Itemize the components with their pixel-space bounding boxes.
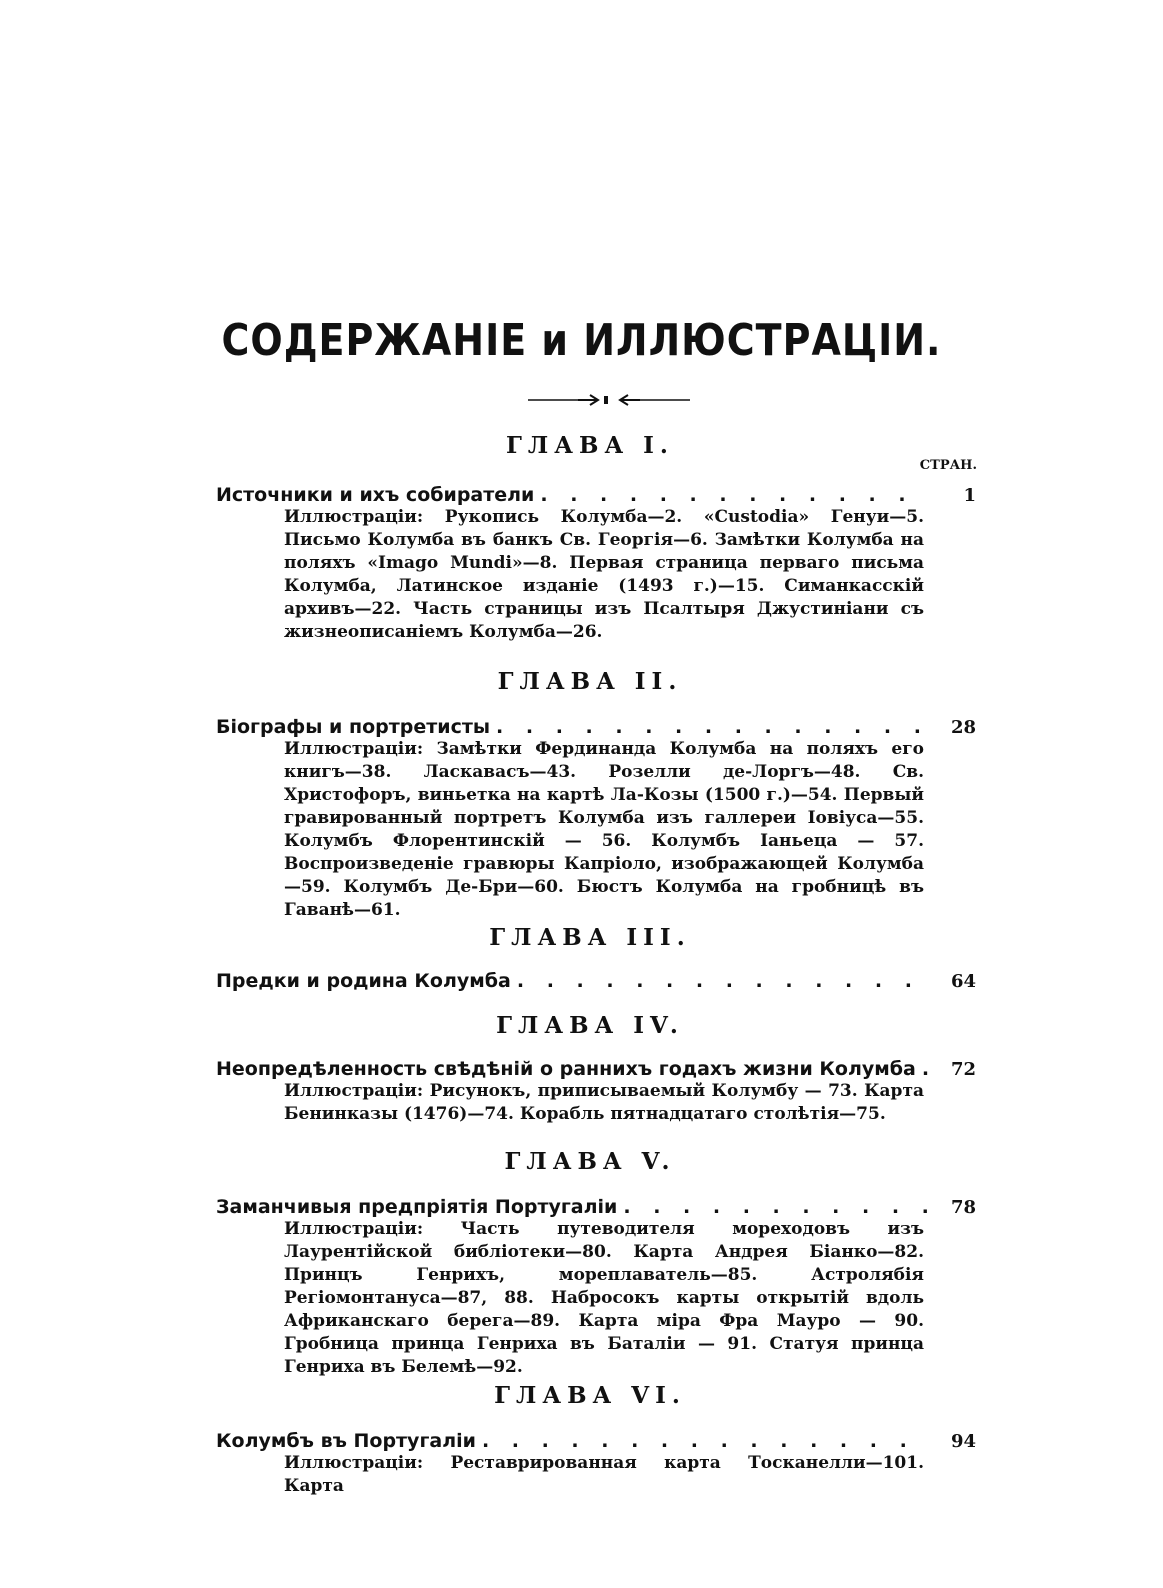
toc-entry: [216, 970, 976, 992]
dot-leader: [540, 484, 930, 506]
entry-page-number: 78: [950, 1197, 976, 1218]
toc-entry: [216, 1058, 976, 1126]
entry-title: Колумбъ въ Португаліи: [216, 1430, 476, 1452]
dot-leader: [623, 1196, 930, 1218]
entry-title: Предки и родина Колумба: [216, 970, 511, 992]
entry-page-number: 72: [950, 1059, 976, 1080]
entry-page-number: 1: [963, 485, 976, 506]
illustrations-list: Иллюстраціи: Часть путеводителя мореходовъ изъ Лаурентійской библіотеки—80. Карта Андрея Біанко—82. Принцъ Генрихъ, мореплаватель—85. Астролябія Регіомонтануса—87, 88. Набросокъ карты открытій вдоль Африканскаго берега—89. Карта міра Фра Мауро — 90. Гробница принца Генриха въ Баталіи — 91. Статуя принца Генриха въ Белемѣ—92.: [284, 1219, 924, 1377]
illustrations-list: Иллюстраціи: Реставрированная карта Тосканелли—101. Карта: [284, 1453, 924, 1496]
illustrations-list: Иллюстраціи: Замѣтки Фердинанда Колумба на поляхъ его книгъ—38. Ласкавасъ—43. Розелли де-Лоргъ—48. Св. Христофоръ, виньетка на картѣ Ла-Козы (1500 г.)—54. Первый гравированный портретъ Колумба изъ галлереи Іовіуса—55. Колумбъ Флорентинскій — 56. Колумбъ Іаньеца — 57. Воспроизведеніе гравюры Капріоло, изображающей Колумба—59. Колумбъ Де-Бри—60. Бюстъ Колумба на гробницѣ въ Гаванѣ—61.: [284, 739, 924, 920]
chapter-heading: ГЛАВА VI.: [494, 1382, 686, 1409]
entry-page-number: 28: [950, 717, 976, 738]
dot-leader: [517, 970, 930, 992]
toc-entry: [216, 1430, 976, 1498]
illustrations-list: Иллюстраціи: Рукопись Колумба—2. «Custodia» Генуи—5. Письмо Колумба въ банкъ Св. Георгія—6. Замѣтки Колумба на поляхъ «Imago Mundi»—8. Первая страница перваго письма Колумба, Латинское изданіе (1493 г.)—15. Симанкасскій архивъ—22. Часть страницы изъ Псалтыря Джустиніани съ жизнеописаніемъ Колумба—26.: [284, 507, 924, 642]
chapter-heading: ГЛАВА V.: [504, 1148, 676, 1175]
page-title: СОДЕРЖАНІЕ и ИЛЛЮСТРАЦІИ.: [221, 314, 942, 366]
entry-page-number: 64: [950, 971, 976, 992]
toc-entry: [216, 484, 976, 644]
chapter-heading: ГЛАВА III.: [489, 924, 691, 951]
dot-leader: [496, 716, 930, 738]
chapter-heading: ГЛАВА II.: [497, 668, 683, 695]
chapter-heading: ГЛАВА I.: [506, 432, 674, 459]
ornament-divider: [528, 393, 690, 407]
chapter-heading: ГЛАВА IV.: [496, 1012, 684, 1039]
entry-page-number: 94: [950, 1431, 976, 1452]
entry-title: Біографы и портретисты: [216, 716, 491, 738]
illustrations-list: Иллюстраціи: Рисунокъ, приписываемый Колумбу — 73. Карта Бенинказы (1476)—74. Корабль пятнадцатаго столѣтія—75.: [284, 1081, 924, 1124]
entry-title: Источники и ихъ собиратели: [216, 484, 535, 506]
dot-leader: [922, 1058, 930, 1080]
toc-entry: [216, 1196, 976, 1379]
page-column-label: СТРАН.: [919, 458, 977, 473]
toc-entry: [216, 716, 976, 922]
entry-title: Неопредѣленность свѣдѣній о раннихъ годахъ жизни Колумба: [216, 1058, 916, 1080]
entry-title: Заманчивыя предпріятія Португаліи: [216, 1196, 618, 1218]
dot-leader: [482, 1430, 930, 1452]
